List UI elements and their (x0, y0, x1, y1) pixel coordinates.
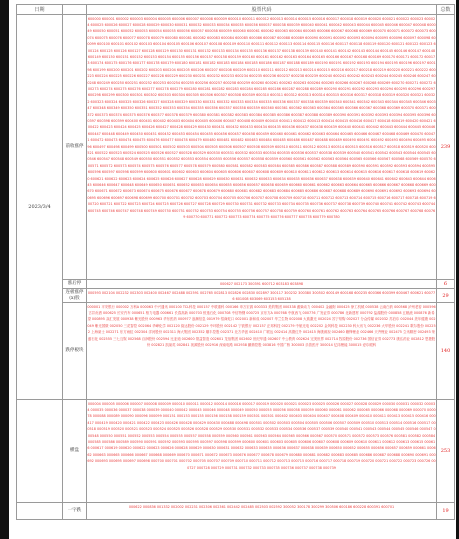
stock-table (16, 4, 455, 520)
count-cell: 140 (437, 303, 455, 400)
category-cell: 前收涨停 (63, 15, 87, 280)
codes-text: 600000 600001 600002 600003 600004 600005 600006 600007 600008 600009 600010 600011 600012 600013 600014 600015 600016 600017 600018 600019 600020 600021 600022 600023 600024 600025 600026 600027 600028 600029 600030 600031 600032 600033 600034 600035 600036 600037 600038 600039 600040 600041 600042 600043 600044 600045 600046 600047 600048 600049 600050 600051 600052 600053 600054 600055 600056 600057 600058 600059 600060 600061 600062 600063 600064 600065 600066 600067 600068 600069 600070 600071 600072 600073 600074 600075 600076 600077 600078 600079 600080 600081 600082 600083 600084 600085 600086 600087 600088 600089 600090 600091 600092 600093 600094 600095 600096 600097 600098 600099 600100 600101 600102 600103 600104 600105 600106 600107 600108 600109 600110 600111 600112 600113 600114 600115 600116 600117 600118 600119 600120 600121 600122 600123 600124 600125 600126 600127 600128 600129 600130 600131 600132 600133 600134 600135 600136 600137 600138 600139 600140 600141 600142 600143 600144 600145 600146 600147 600148 600149 600150 600151 600152 600153 600154 600155 600156 600157 600158 600159 600160 600161 600162 600163 600164 600165 600166 600167 600168 600169 600170 600171 600172 600173 600174 600175 600176 600177 600178 600179 600180 600181 600182 600183 600184 600185 600186 600187 600188 600189 600190 600191 600192 600193 600194 600195 600196 600197 600198 600199 600200 600201 600202 600203 600204 600205 600206 600207 600208 600209 600210 600211 600212 600213 600214 600215 600216 600217 600218 600219 600220 600221 600222 600223 600224 600225 600226 600227 600228 600229 600230 600231 600232 600233 600234 600235 600236 600237 600238 600239 600240 600241 600242 600243 600244 600245 600246 600247 600248 600249 600250 600251 600252 600253 600254 600255 600256 600257 600258 600259 600260 600261 600262 600263 600264 600265 600266 600267 600268 600269 600270 600271 600272 600273 600274 600275 600276 600277 600278 600279 600280 600281 600282 600283 600284 600285 600286 600287 600288 600289 600290 600291 600292 600293 600294 600295 600296 600297 600298 600299 600300 600301 600302 600303 600304 600305 600306 600307 600308 600309 600310 600311 600312 600313 600314 600315 600316 600317 600318 600319 600320 600321 600322 600323 600324 600325 600326 600327 600328 600329 600330 600331 600332 600333 600334 600335 600336 600337 600338 600339 600340 600341 600342 600343 600344 600345 600346 600347 600348 600349 600350 600351 600352 600353 600354 600355 600356 600357 600358 600359 600360 600361 600362 600363 600364 600365 600366 600367 600368 600369 600370 600371 600372 600373 600374 600375 600376 600377 600378 600379 600380 600381 600382 600383 600384 600385 600386 600387 600388 600389 600390 600391 600392 600393 600394 600395 600396 600397 600398 600399 600400 600401 600402 600403 600404 600405 600406 600407 600408 600409 600410 600411 600412 600413 600414 600415 600416 600417 600418 600419 600420 600421 600422 600423 600424 600425 600426 600427 600428 600429 600430 600431 600432 600433 600434 600435 600436 600437 600438 600439 600440 600441 600442 600443 600444 600445 600446 600447 600448 600449 600450 600451 600452 600453 600454 600455 600456 600457 600458 600459 600460 600461 600462 600463 600464 600465 600466 600467 600468 600469 600470 600471 600472 600473 600474 600475 600476 600477 600478 600479 600480 600481 600482 600483 600484 600485 600486 600487 600488 600489 600490 600491 600492 600493 600494 600495 600496 600497 600498 600499 600500 600501 600502 600503 600504 600505 600506 600507 600508 600509 600510 600511 600512 600513 600514 600515 600516 600517 600518 600519 600520 600521 600522 600523 600524 600525 600526 600527 600528 600529 600530 600531 600532 600533 600534 600535 600536 600537 600538 600539 600540 600541 600542 600543 600544 600545 600546 600547 600548 600549 600550 600551 600552 600553 600554 600555 600556 600557 600558 600559 600560 600561 600562 600563 600564 600565 600566 600567 600568 600569 600570 600571 600572 600573 600574 600575 600576 600577 600578 600579 600580 600581 600582 600583 600584 600585 600586 600587 600588 600589 600590 600591 600592 600593 600594 600595 600596 600597 600598 600599 600600 600601 600602 600603 600604 600605 600606 600607 600608 600609 600610 600611 600612 600613 600614 600615 600616 600617 600618 600619 600620 600621 600622 600623 600624 600625 600626 600627 600628 600629 600630 600631 600632 600633 600634 600635 600636 600637 600638 600639 600640 600641 600642 600643 600644 600645 600646 600647 600648 600649 600650 600651 600652 600653 600654 600655 600656 600657 600658 600659 600660 600661 600662 600663 600664 600665 600666 600667 600668 600669 600670 600671 600672 600673 600674 600675 600676 600677 600678 600679 600680 600681 600682 600683 600684 600685 600686 600687 600688 600689 600690 600691 600692 600693 600694 600695 600696 600697 600698 600699 600700 600701 600702 600703 600704 600705 600706 600707 600708 600709 600710 600711 600712 600713 600714 600715 600716 600717 600718 600719 600720 600721 600722 600723 600724 600725 600726 600727 600728 600729 600730 600731 600732 600733 600734 600735 600736 600737 600738 600739 600740 600741 600742 600743 600744 600745 600746 600747 600748 600749 600750 600751 600752 600753 600754 600755 600756 600757 600758 600759 600760 600761 600762 600763 600764 600765 600766 600767 600768 600769 600770 600771 600772 600773 600774 600775 600776 600777 600778 600779 600780 (87, 16, 436, 220)
count-cell: 239 (437, 15, 455, 280)
category-cell: 一字跌 (63, 503, 87, 520)
table-row (17, 280, 455, 289)
date-cell-empty (17, 503, 63, 520)
codes-text: 000001 平安银行 000002 万科A 000063 中兴通讯 000100 TCL科技 000157 中联重科 000166 申万宏源 000333 美的集团 000338 潍柴动力 000402 金融街 000425 徐工机械 000538 云南白药 000568 泸州老窖 000596 古井贡酒 000625 长安汽车 000651 格力电器 000661 长春高新 000703 恒逸石化 000708 中信特钢 000725 京东方A 000768 中航西飞 000776 广发证券 000786 北新建材 000792 盐湖股份 000858 五粮液 000876 新希望 000895 双汇发展 000938 紫光股份 000963 华东医药 000977 浪潮信息 001979 招商蛇口 002001 新和成 002007 华兰生物 002008 大族激光 002024 苏宁易购 002027 分众传媒 002032 苏泊尔 002044 美年健康 002049 紫光国微 002050 三花智控 002064 华峰化学 002120 韵达股份 002129 中环股份 002142 宁波银行 002157 正邦科技 002179 中航光电 002202 金风科技 002230 科大讯飞 002236 大华股份 002241 歌尔股份 002252 上海莱士 002271 东方雨虹 002304 洋河股份 002311 海大集团 002352 顺丰控股 002371 北方华创 002410 广联达 002414 高德红外 002415 海康威视 002460 赣锋锂业 002466 天齐锂业 002475 立讯精密 002493 荣盛石化 002555 三七互娱 002568 百润股份 002594 比亚迪 002600 领益智造 002601 龙佰集团 002602 世纪华通 002607 中公教育 002624 完美世界 002714 牧原股份 002736 国信证券 002773 康弘药业 002812 恩捷股份 002821 凯莱英 002841 视源股份 002916 深南电路 002938 鹏鼎控股 003816 中国广核 300003 乐普医疗 300014 亿纬锂能 300015 爱尔眼科 (87, 304, 436, 347)
codes-cell (87, 400, 437, 503)
codes-cell (87, 280, 437, 289)
table-row (17, 303, 455, 400)
count-cell: 253 (437, 400, 455, 503)
count-cell: 29 (437, 289, 455, 303)
header-count: 总数 (437, 5, 455, 15)
codes-text: 000004 000005 000006 000007 000008 000009 000010 000011 000012 000014 000016 000017 000019 000020 000021 000023 000025 000026 000027 000028 000029 000030 000031 000032 000034 000035 000036 000037 000038 000039 000040 000042 000045 000046 000048 000049 000050 000055 000056 000058 000059 000060 000061 000062 000065 000066 000068 000069 000070 000078 000088 000089 000090 000096 000099 000151 000153 000155 000156 000158 000159 000301 000301 000402 000403 000404 000407 000408 000409 000410 000411 000413 000415 000416 000417 000419 000420 000421 000422 000423 000426 000428 000429 000430 000488 000498 000501 000502 000503 000504 000505 000506 000507 000509 000510 000513 000514 000516 000517 000518 000519 000520 000521 000523 000524 000525 000526 000528 000529 000530 000531 000532 000533 000534 000536 000537 000539 000540 000541 000543 000544 000545 000546 000547 000548 000550 000551 000552 000553 000554 000555 000557 000558 000559 000560 000561 000563 000564 000565 000566 000567 000570 000571 000572 000573 000576 000581 000582 000584 000585 000586 000589 000590 000591 000592 000593 000595 000597 000598 000599 000600 000601 000603 000605 000606 000607 000608 000609 000610 000611 000612 000613 000615 000616 000617 000619 000620 000622 000623 000626 000628 000629 000630 000631 000632 000633 000635 000636 000637 000638 000639 000650 000652 000655 000656 000657 000659 000661 000662 000663 000665 000666 000667 000668 000669 000670 000671 000672 000673 000676 000677 000678 000679 000680 000681 000682 000683 000685 000686 000687 000688 000690 000691 000692 000693 000695 000697 000698 000700 000701 000702 000705 000707 000709 000710 000711 000712 000713 000715 000716 000717 000718 000719 000720 000721 000722 000723 000726 000727 000728 000729 000731 000732 000733 000735 000736 000737 000738 000739 (87, 401, 436, 470)
date-cell-empty (17, 400, 63, 503)
codes-cell (87, 503, 437, 520)
codes-cell (87, 289, 437, 303)
header-category (63, 5, 87, 15)
codes-cell (87, 15, 437, 280)
table-row (17, 400, 455, 503)
date-cell: 2023/3/4 (17, 15, 63, 400)
category-cell: 连板涨停(x)股 (63, 289, 87, 303)
codes-cell (87, 303, 437, 400)
table-row (17, 15, 455, 280)
codes-text: 000622 000836 001332 002002 002231 002306 002361 002442 002485 002503 002592 300052 300178 300299 300506 600186 600228 600391 600701 (128, 504, 395, 509)
codes-text: 000627 002173 300391 600712 603183 603898 (219, 281, 304, 286)
header-row (17, 5, 455, 15)
window-left-edge (0, 0, 9, 539)
table-row (17, 289, 455, 303)
count-cell: 6 (437, 280, 455, 289)
table-row (17, 503, 455, 520)
category-cell: 涨后停 (63, 280, 87, 289)
category-cell: 横盘 (63, 400, 87, 503)
header-date: 日期 (17, 5, 63, 15)
header-codes: 股票代码 (87, 5, 437, 15)
category-cell: 跌停板块 (63, 303, 87, 400)
codes-text: 000593 002104 002232 002303 002400 002467 002488 002591 002765 002813 002826 002830 002897 300117 300232 300380 300502 600149 600168 600235 600366 600399 600467 600621 600776 601008 603069 603153 605138 (87, 290, 436, 301)
count-cell: 19 (437, 503, 455, 520)
